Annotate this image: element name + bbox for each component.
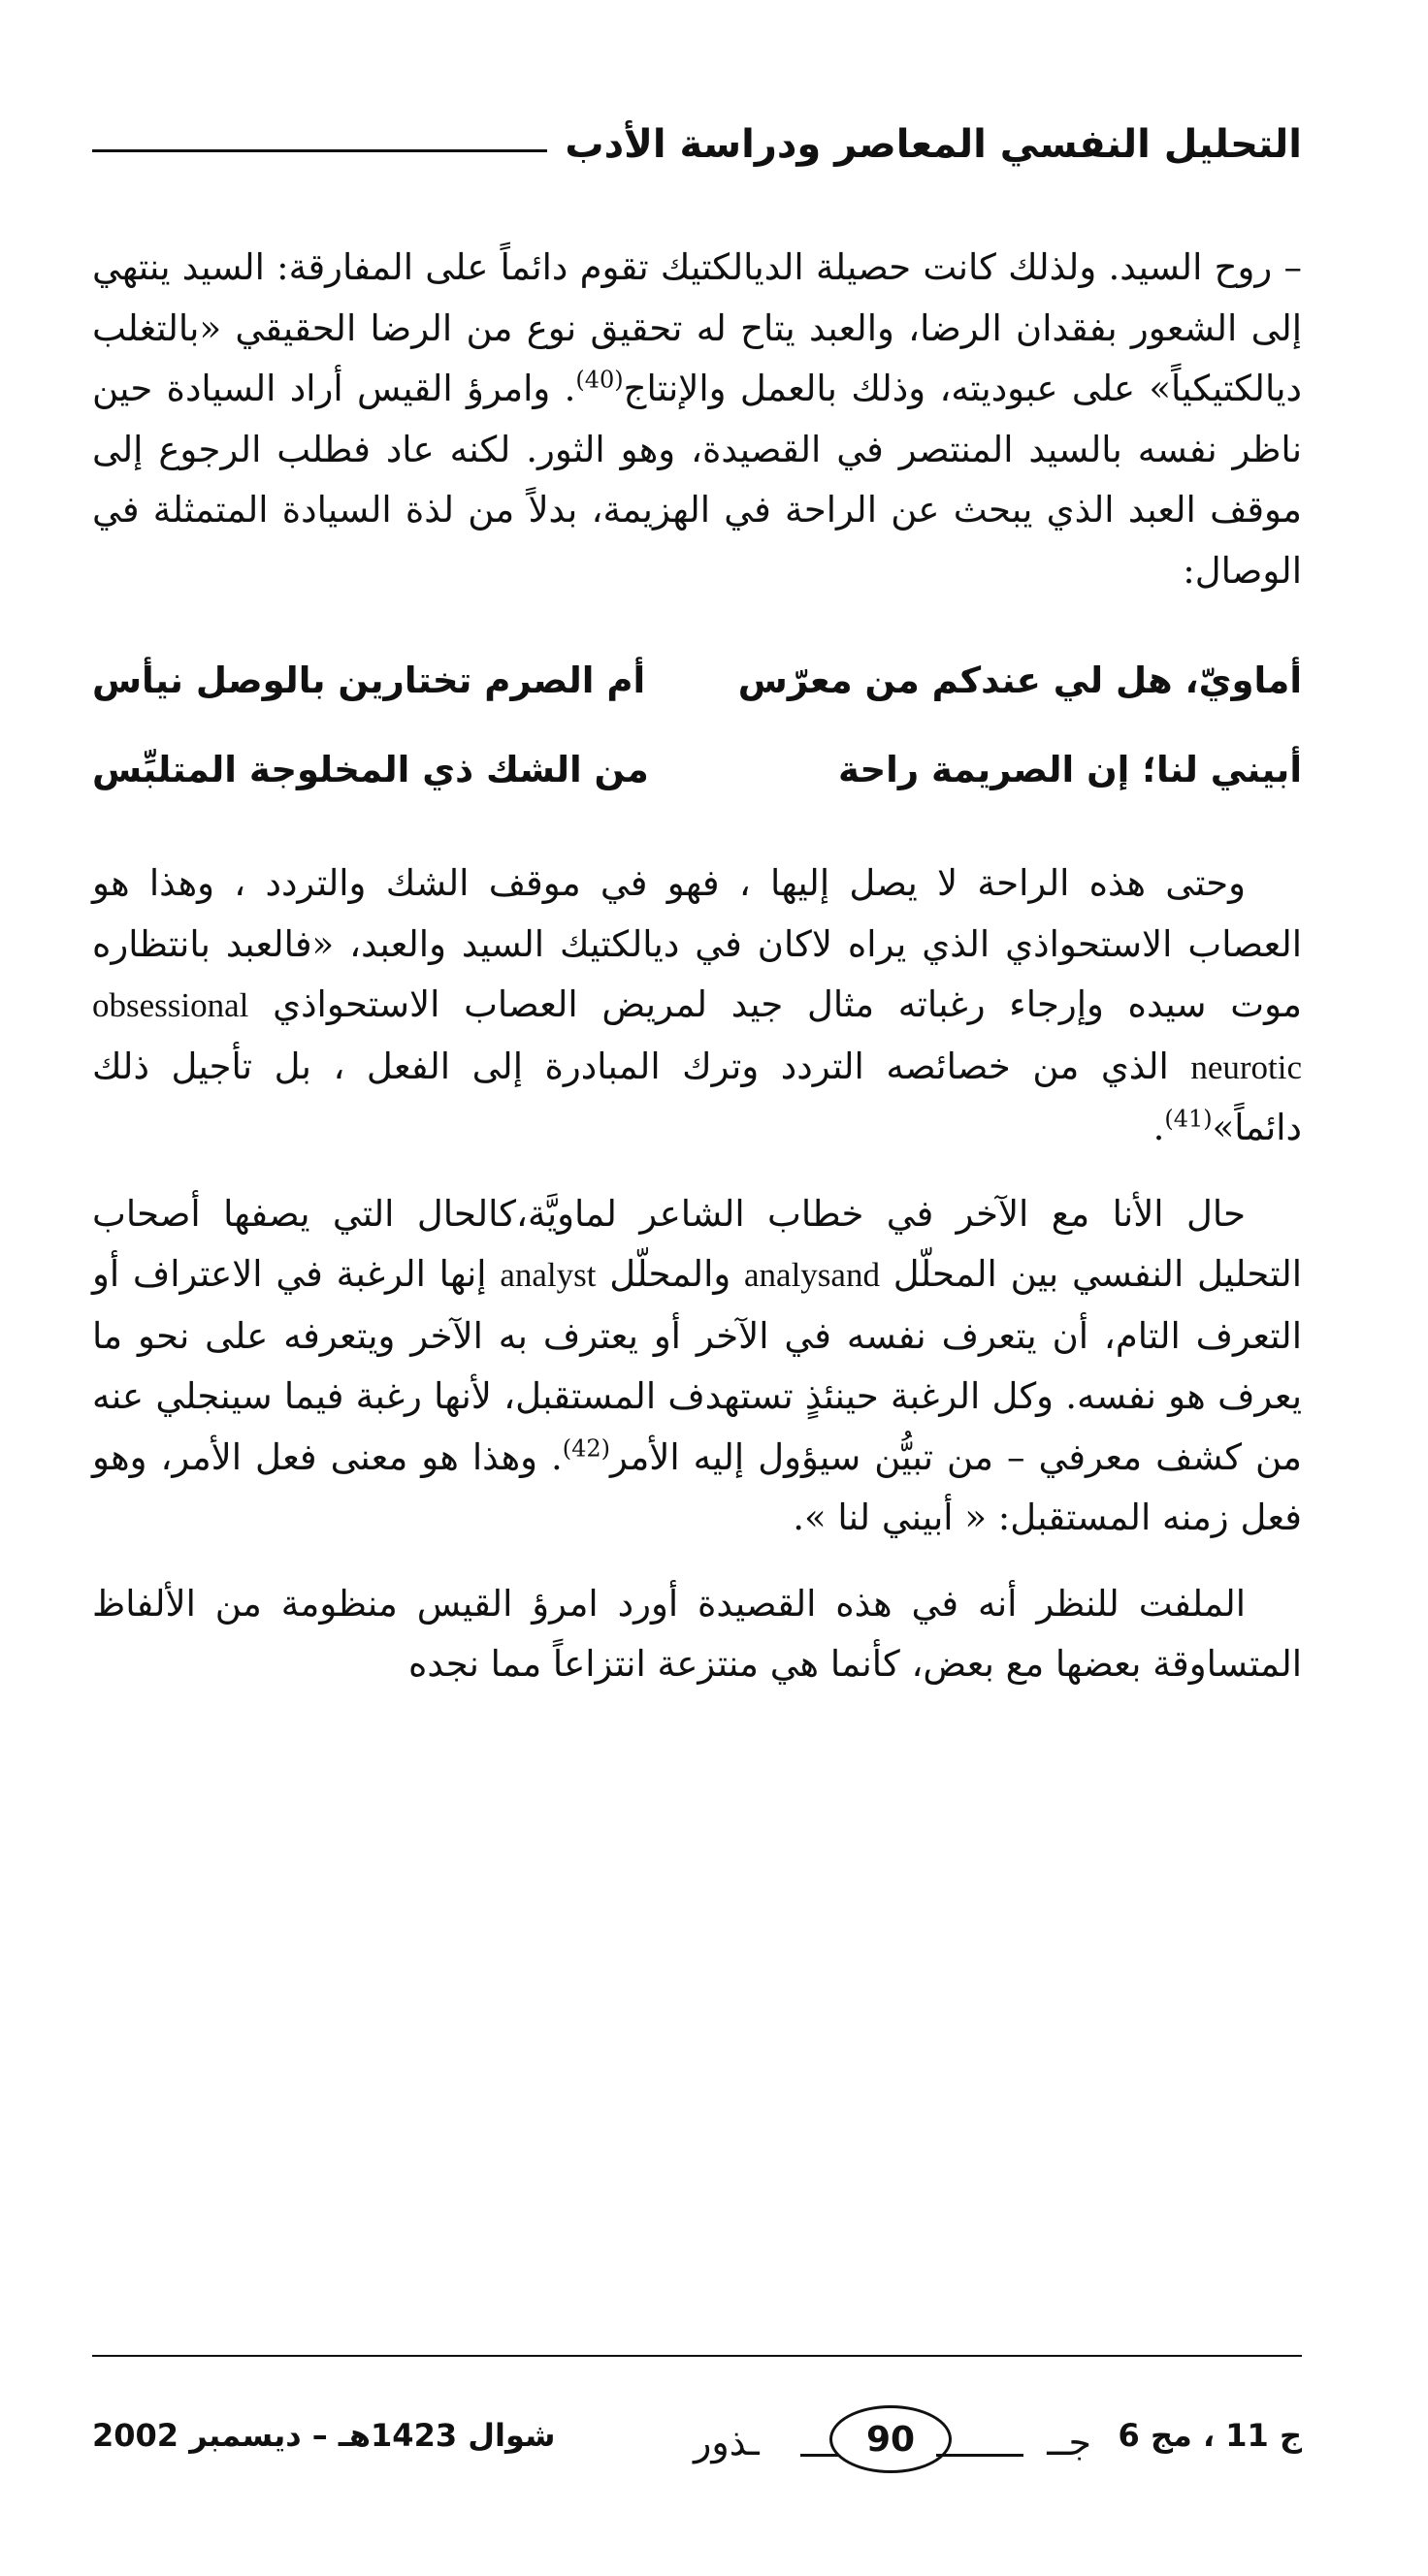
paragraph-2-text-c: . <box>1152 1107 1165 1148</box>
paragraph-2-text-a: وحتى هذه الراحة لا يصل إليها ، فهو في موقف الشك والتردد ، وهذا هو العصاب الاستحواذي الذي يراه لاكان في ديالكتيك السيد والعبد، «فالعبد بانتظاره موت سيده وإرجاء رغباته مثال جيد لمريض العصاب الاستحواذي <box>92 862 1303 1025</box>
paragraph-4-text: الملفت للنظر أنه في هذه القصيدة أورد امرؤ القيس منظومة من الألفاظ المتساوقة بعضها مع بعض، كأنما هي منتزعة انتزاعاً مما نجده <box>92 1582 1302 1685</box>
paragraph-2 <box>92 853 1302 1159</box>
paragraph-4 <box>92 1574 1302 1695</box>
journal-name-right-part: ـذور <box>694 2421 760 2463</box>
running-head-title: التحليل النفسي المعاصر ودراسة الأدب <box>565 122 1302 167</box>
footnote-ref-42: (42) <box>562 1434 611 1463</box>
footer-date: شوال 1423هـ – ديسمبر 2002 <box>92 2417 556 2454</box>
paragraph-3-text-d: . وهذا هو معنى فعل الأمر، وهو فعل زمنه المستقبل: « أبيني لنا ». <box>92 1435 1302 1538</box>
running-head-rule <box>92 149 547 152</box>
verse-2-first-hemistich: أبيني لنا؛ إن الصريمة راحة <box>838 748 1302 790</box>
poem-verses <box>92 636 1302 815</box>
latin-term-obsessional-neurotic: obsessional neurotic <box>92 986 1302 1086</box>
verse-1-first-hemistich: أماويّ، هل لي عندكم من معرّس <box>737 659 1302 701</box>
page-footer <box>92 2396 1302 2483</box>
verse-line <box>92 636 1302 725</box>
paragraph-3-text-a: حال الأنا مع الآخر في خطاب الشاعر لماويَّة،كالحال التي يصفها أصحاب التحليل النفسي بين المحلّل <box>92 1192 1303 1295</box>
verse-1-second-hemistich: أم الصرم تختارين بالوصل نيأس <box>92 659 646 701</box>
footnote-ref-40: (40) <box>575 366 624 394</box>
latin-term-analyst: analyst <box>500 1256 597 1294</box>
journal-name-with-page-number <box>694 2396 1091 2483</box>
paragraph-3-text-c: إنها الرغبة في الاعتراف أو التعرف التام، أن يتعرف نفسه في الآخر أو يعترف به الآخر ويتعرفه على نحو ما يعرف هو نفسه. وكل الرغبة حينئذٍ تستهدف المستقبل، لأنها رغبة فيما سينجلي عنه من كشف معرفي – من تبيُّن سيؤول إليه الأمر <box>92 1253 1302 1478</box>
verse-2-second-hemistich: من الشك ذي المخلوجة المتلبِّس <box>92 748 649 790</box>
journal-name-stroke-left <box>800 2454 839 2457</box>
footer-rule <box>92 2355 1302 2357</box>
paragraph-3-text-b: والمحلّل <box>609 1253 731 1295</box>
paragraph-3 <box>92 1184 1302 1549</box>
paragraph-1 <box>92 238 1302 601</box>
footnote-ref-41: (41) <box>1164 1105 1213 1133</box>
paragraph-1-text-a: – روح السيد. ولذلك كانت حصيلة الديالكتيك تقوم دائماً على المفارقة: السيد ينتهي إلى الشعور بفقدان الرضا، والعبد يتاح له تحقيق نوع من الرضا الحقيقي «بالتغلب ديالكتيكياً» على عبوديته، وذلك بالعمل والإنتاج <box>92 246 1303 409</box>
paragraph-2-text-b: الذي من خصائصه التردد وترك المبادرة إلى الفعل ، بل تأجيل ذلك دائماً» <box>92 1045 1302 1148</box>
running-head <box>92 114 1302 175</box>
footer-issue: ج 11 ، مج 6 <box>1118 2417 1302 2454</box>
journal-name-stroke-right <box>936 2454 1023 2457</box>
paragraph-1-text-b: . وامرؤ القيس أراد السيادة حين ناظر نفسه بالسيد المنتصر في القصيدة، وهو الثور. لكنه عاد فطلب الرجوع إلى موقف العبد الذي يبحث عن الراحة في الهزيمة، بدلاً من لذة السيادة المتمثلة في الوصال: <box>92 368 1302 592</box>
journal-name-left-part: جــ <box>1047 2421 1091 2463</box>
page-number: 90 <box>829 2405 952 2473</box>
latin-term-analysand: analysand <box>744 1256 880 1294</box>
verse-line <box>92 725 1302 815</box>
body-text <box>92 238 1302 1695</box>
